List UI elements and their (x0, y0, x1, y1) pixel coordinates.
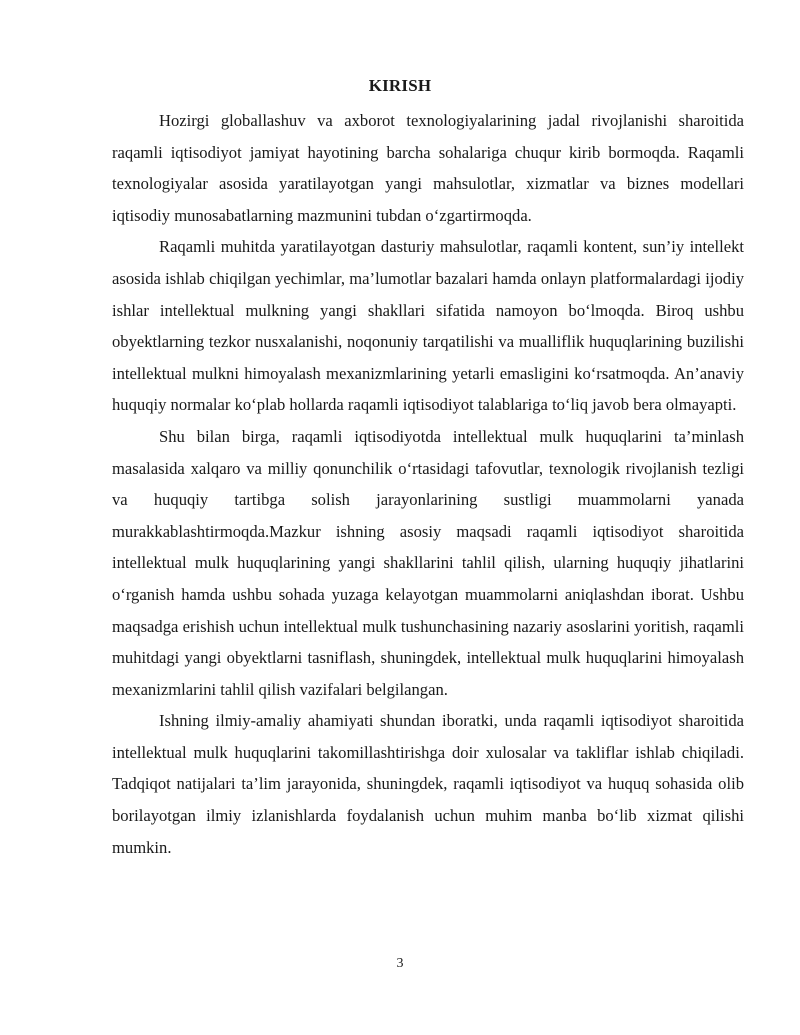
body-text (112, 105, 744, 863)
page-number: 3 (396, 956, 404, 971)
section-title: KIRISH (368, 76, 432, 95)
paragraph-2: Raqamli muhitda yaratilayotgan dasturiy mahsulotlar, raqamli kontent, sun’iy intellekt asosida ishlab chiqilgan yechimlar, ma’lumotlar bazalari hamda onlayn platformalardagi ijodiy ishlar intellektual mulkning yangi shakllari sifatida namoyon bo‘lmoqda. Biroq ushbu obyektlarning tezkor nusxalanishi, noqonuniy tarqatilishi va mualliflik huquqlarining buzilishi intellektual mulkni himoyalash mexanizmlarining yetarli emasligini ko‘rsatmoqda. An’anaviy huquqiy normalar ko‘plab hollarda raqamli iqtisodiyot talablariga to‘liq javob bera olmayapti. (112, 237, 744, 415)
paragraph-3: Shu bilan birga, raqamli iqtisodiyotda intellektual mulk huquqlarini ta’minlash masalasida xalqaro va milliy qonunchilik o‘rtasidagi tafovutlar, texnologik rivojlanish tezligi va huquqiy tartibga solish jarayonlarining sustligi muammolarni yanada murakkablashtirmoqda.Mazkur ishning asosiy maqsadi raqamli iqtisodiyot sharoitida intellektual mulk huquqlarining yangi shakllarini tahlil qilish, ularning huquqiy jihatlarini o‘rganish hamda ushbu sohada yuzaga kelayotgan muammolarni aniqlashdan iborat. Ushbu maqsadga erishish uchun intellektual mulk tushunchasining nazariy asoslarini yoritish, raqamli muhitdagi yangi obyektlarni tasniflash, shuningdek, intellektual mulk huquqlarini himoyalash mexanizmlarini tahlil qilish vazifalari belgilangan. (112, 426, 744, 699)
paragraph-4: Ishning ilmiy-amaliy ahamiyati shundan iboratki, unda raqamli iqtisodiyot sharoitida intellektual mulk huquqlarini takomillashtirishga doir xulosalar va takliflar ishlab chiqiladi. Tadqiqot natijalari ta’lim jarayonida, shuningdek, raqamli iqtisodiyot va huquq sohasida olib borilayotgan ilmiy izlanishlarda foydalanish uchun muhim manba bo‘lib xizmat qilishi mumkin. (112, 711, 744, 857)
paragraph-1: Hozirgi globallashuv va axborot texnologiyalarining jadal rivojlanishi sharoitida raqamli iqtisodiyot jamiyat hayotining barcha sohalariga chuqur kirib bormoqda. Raqamli texnologiyalar asosida yaratilayotgan yangi mahsulotlar, xizmatlar va biznes modellari iqtisodiy munosabatlarning mazmunini tubdan o‘zgartirmoqda. (112, 111, 744, 225)
